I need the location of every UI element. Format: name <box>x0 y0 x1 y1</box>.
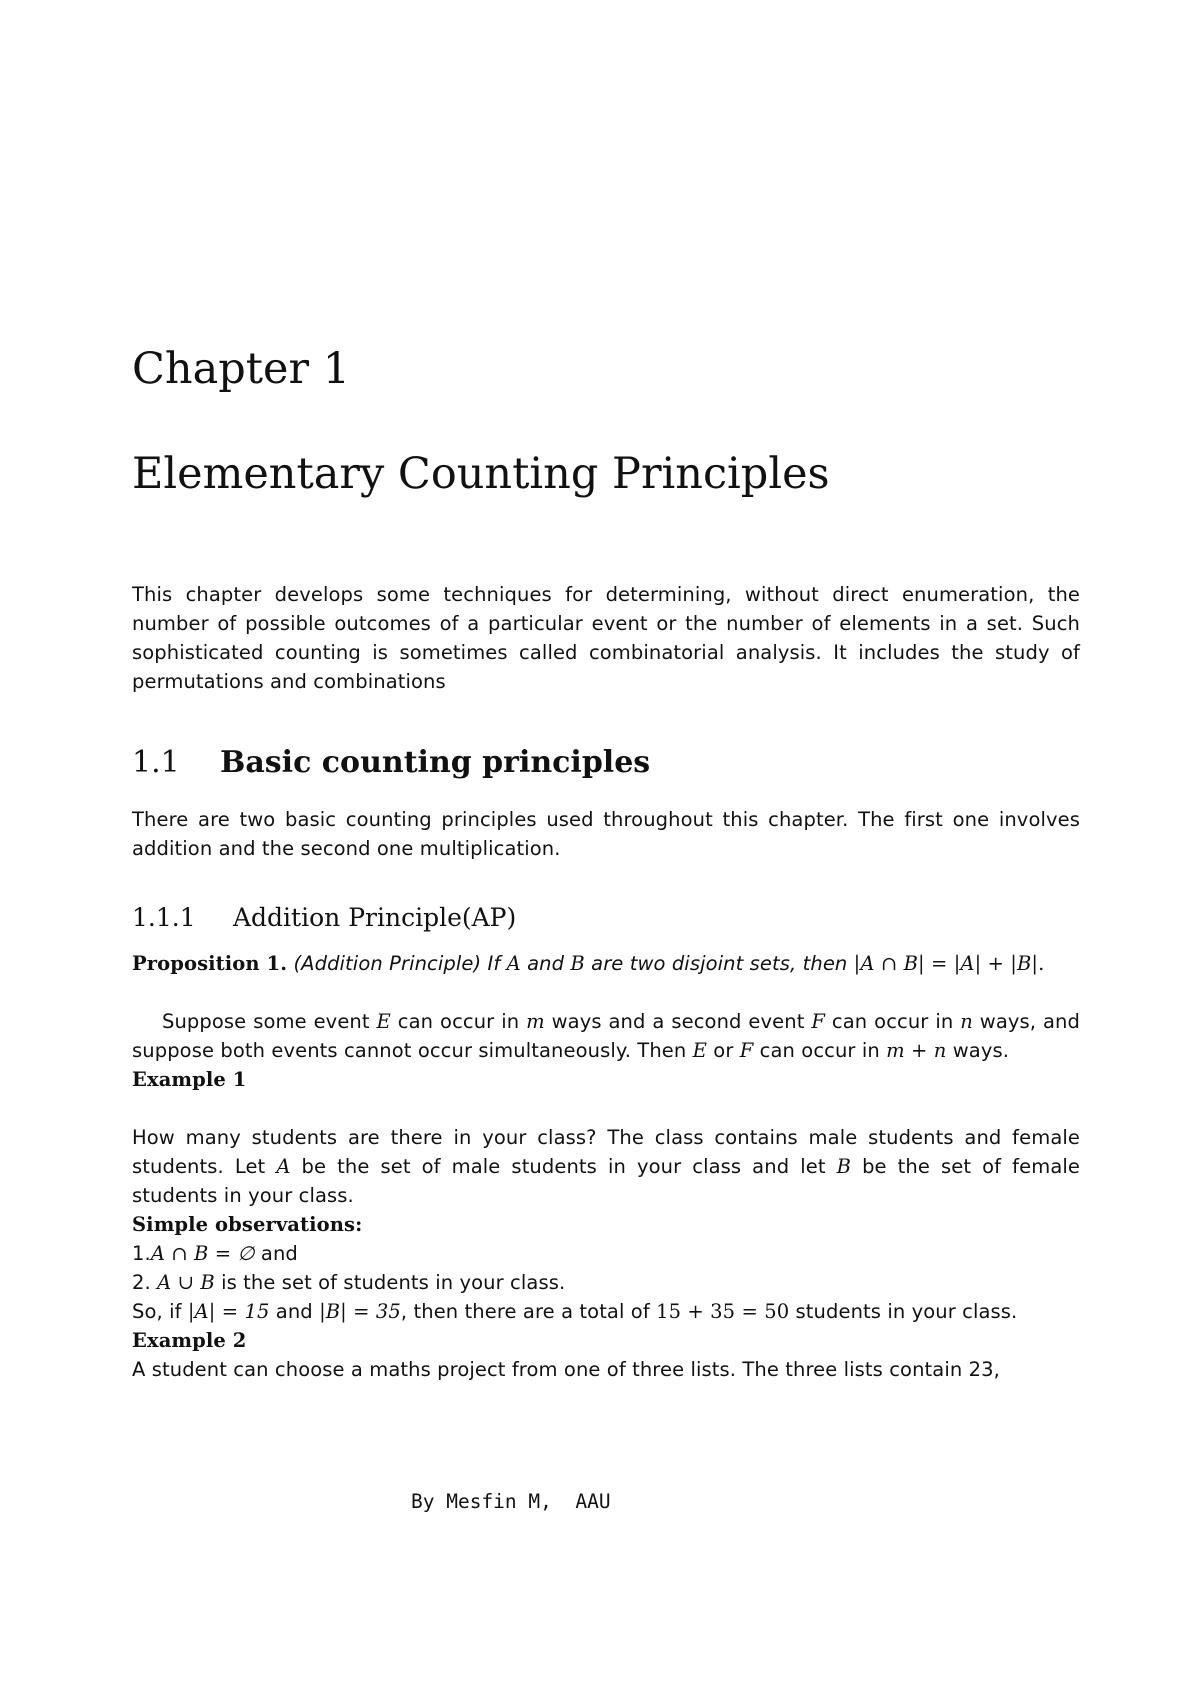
content-block <box>132 949 1080 1384</box>
example-1-question: How many students are there in your class? The class contains male students and female students. Let A be the set of male students in your class and let B be the set of female students in your class. <box>132 1126 1080 1207</box>
proposition: Proposition 1. (Addition Principle) If A and B are two disjoint sets, then |A ∩ B| = |A| + |B|. <box>132 952 1045 975</box>
example-1-label: Example 1 <box>132 1068 247 1091</box>
observation-1: 1.A ∩ B = ∅ and <box>132 1242 298 1265</box>
section-title: Basic counting principles <box>220 745 651 780</box>
observation-2: 2. A ∪ B is the set of students in your class. <box>132 1271 566 1294</box>
subsection-heading <box>132 905 516 930</box>
events-paragraph: Suppose some event E can occur in m ways and a second event F can occur in n ways, and suppose both events cannot occur simultaneously. Then E or F can occur in m + n ways. <box>132 1010 1080 1062</box>
chapter-intro-paragraph: This chapter develops some techniques for determining, without direct enumeration, the number of possible outcomes of a particular event or the number of elements in a set. Such sophisticated counting is sometimes called combinatorial analysis. It includes the study of permutations and combinations <box>132 583 1080 693</box>
section-intro-paragraph: There are two basic counting principles used throughout this chapter. The first one involves addition and the second one multiplication. <box>132 808 1080 860</box>
observation-conclusion: So, if |A| = 15 and |B| = 35, then there are a total of 15 + 35 = 50 students in your class. <box>132 1300 1018 1323</box>
example-2-text: A student can choose a maths project from one of three lists. The three lists contain 23, <box>132 1358 1000 1381</box>
subsection-title: Addition Principle(AP) <box>233 903 517 932</box>
subsection-number: 1.1.1 <box>132 903 196 932</box>
observations-label: Simple observations: <box>132 1213 363 1236</box>
proposition-formula: |A ∩ B| = |A| + |B|. <box>853 952 1045 975</box>
section-heading <box>132 745 651 780</box>
page-footer: By Mesfin M, AAU <box>411 1490 611 1513</box>
chapter-label: Chapter 1 <box>132 344 351 394</box>
chapter-title: Elementary Counting Principles <box>132 449 830 499</box>
section-number: 1.1 <box>132 745 180 780</box>
proposition-label: Proposition 1. <box>132 952 288 975</box>
example-2-label: Example 2 <box>132 1329 247 1352</box>
